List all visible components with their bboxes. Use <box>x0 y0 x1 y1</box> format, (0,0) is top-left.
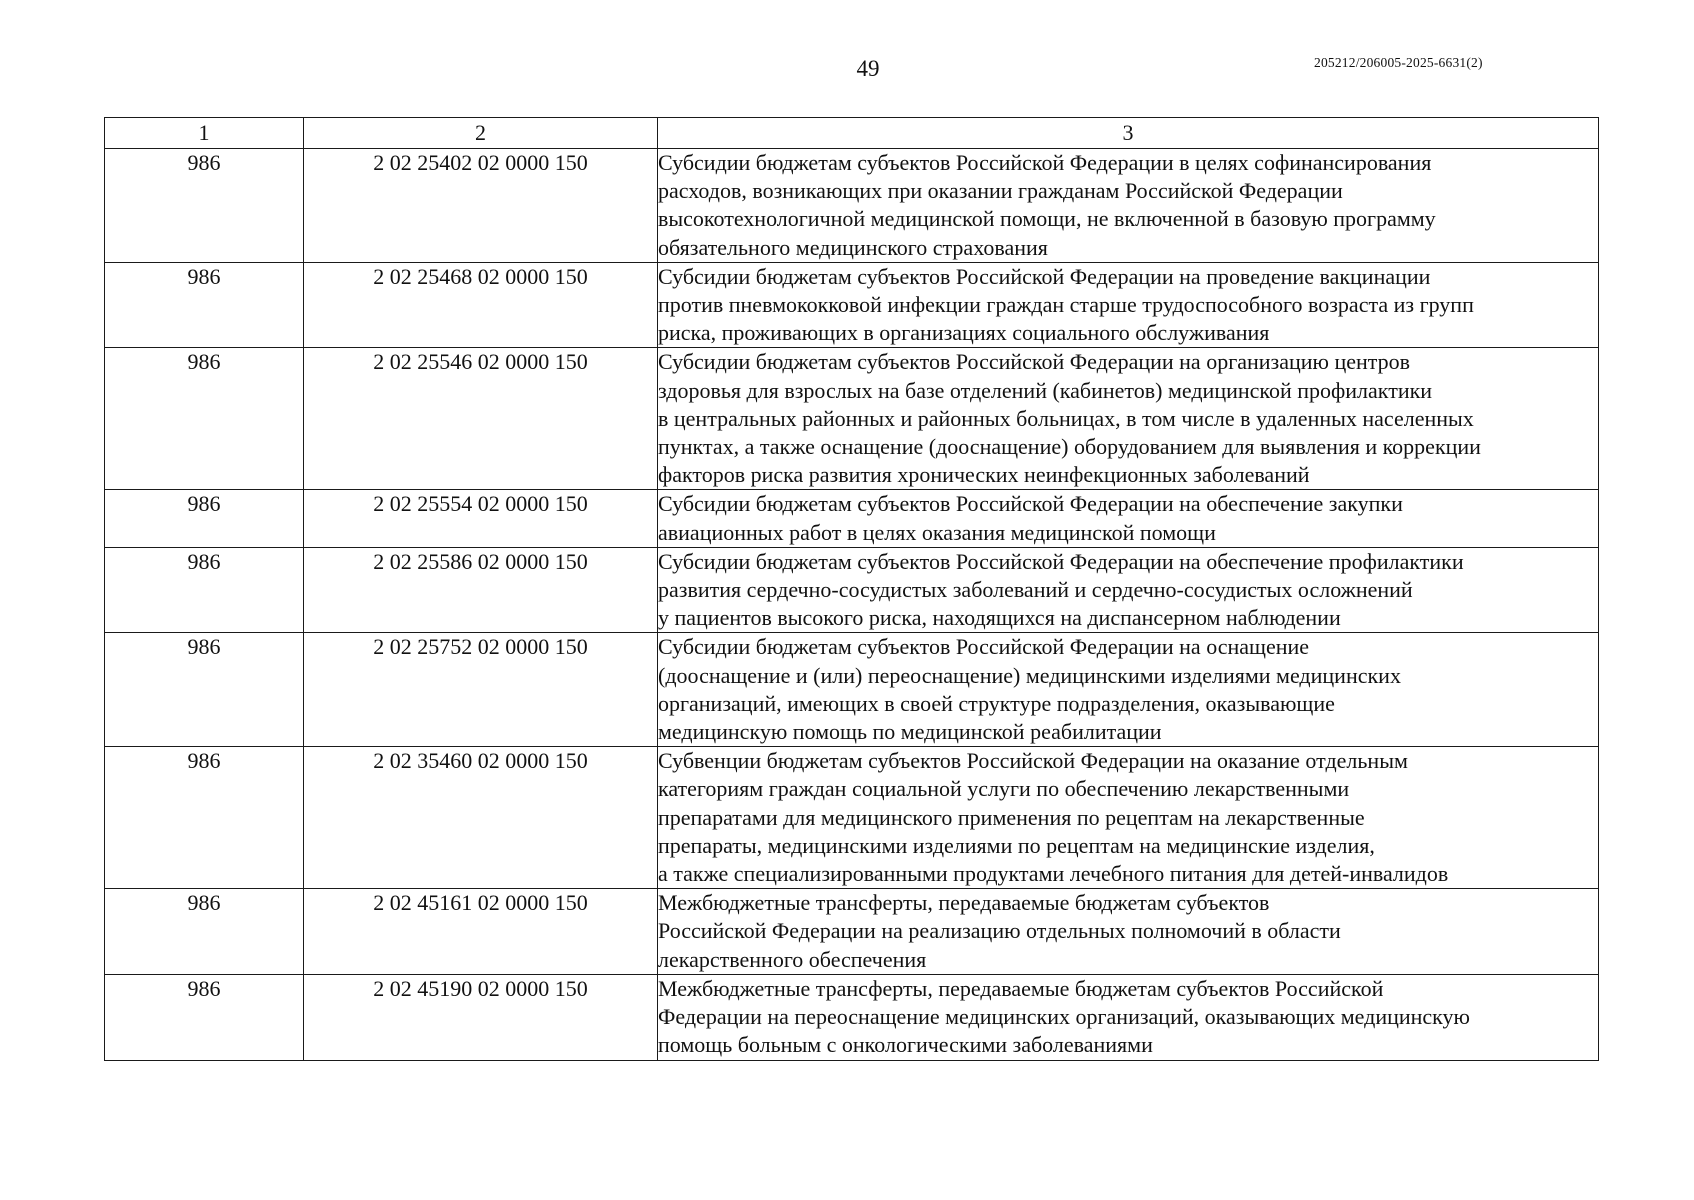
column-header-2: 2 <box>304 118 658 149</box>
table-row <box>105 633 1599 747</box>
description-line: Субсидии бюджетам субъектов Российской Федерации на проведение вакцинации <box>658 263 1431 289</box>
table-row <box>105 747 1599 889</box>
description-line: организаций, имеющих в своей структуре подразделения, оказывающие <box>658 690 1335 716</box>
description-line: препаратами для медицинского применения по рецептам на лекарственные <box>658 804 1365 830</box>
description-line: расходов, возникающих при оказании гражданам Российской Федерации <box>658 178 1343 204</box>
description-line: Субсидии бюджетам субъектов Российской Федерации на организацию центров <box>658 349 1411 375</box>
table-row <box>105 547 1599 633</box>
budget-classification-code-cell: 2 02 25546 02 0000 150 <box>304 348 658 490</box>
admin-code-cell: 986 <box>105 262 304 348</box>
admin-code-cell: 986 <box>105 490 304 547</box>
revenue-description-cell <box>658 974 1599 1060</box>
description-line: у пациентов высокого риска, находящихся на диспансерном наблюдении <box>658 605 1341 631</box>
table-row <box>105 262 1599 348</box>
column-header-3: 3 <box>658 118 1599 149</box>
budget-classification-code-cell: 2 02 25586 02 0000 150 <box>304 547 658 633</box>
description-line: развития сердечно-сосудистых заболеваний и сердечно-сосудистых осложнений <box>658 577 1413 603</box>
column-header-1: 1 <box>105 118 304 149</box>
description-line: пунктах, а также оснащение (дооснащение) оборудованием для выявления и коррекции <box>658 434 1481 460</box>
description-line: высокотехнологичной медицинской помощи, не включенной в базовую программу <box>658 206 1436 232</box>
description-line: Межбюджетные трансферты, передаваемые бюджетам субъектов Российской <box>658 975 1384 1001</box>
description-line: Субсидии бюджетам субъектов Российской Федерации в целях софинансирования <box>658 150 1432 175</box>
budget-classification-code-cell: 2 02 45161 02 0000 150 <box>304 889 658 975</box>
revenue-description-cell <box>658 348 1599 490</box>
table-row <box>105 490 1599 547</box>
description-line: (дооснащение и (или) переоснащение) медицинскими изделиями медицинских <box>658 662 1401 688</box>
budget-classification-code-cell: 2 02 25402 02 0000 150 <box>304 149 658 263</box>
description-line: Межбюджетные трансферты, передаваемые бюджетам субъектов <box>658 890 1270 916</box>
revenue-description-cell <box>658 262 1599 348</box>
description-line: препараты, медицинскими изделиями по рецептам на медицинские изделия, <box>658 832 1375 858</box>
page-number: 49 <box>856 56 880 81</box>
revenue-description-cell <box>658 889 1599 975</box>
description-line: помощь больным с онкологическими заболеваниями <box>658 1032 1153 1058</box>
description-line: в центральных районных и районных больницах, в том числе в удаленных населенных <box>658 405 1474 431</box>
description-line: Субвенции бюджетам субъектов Российской Федерации на оказание отдельным <box>658 748 1408 774</box>
description-line: лекарственного обеспечения <box>658 946 927 972</box>
revenue-description-cell <box>658 547 1599 633</box>
budget-codes-table <box>104 117 1599 1061</box>
revenue-description-cell <box>658 149 1599 263</box>
document-id: 205212/206005-2025-6631(2) <box>1314 55 1483 70</box>
admin-code-cell: 986 <box>105 348 304 490</box>
description-line: Субсидии бюджетам субъектов Российской Федерации на обеспечение закупки <box>658 491 1403 517</box>
description-line: факторов риска развития хронических неинфекционных заболеваний <box>658 462 1310 488</box>
description-line: а также специализированными продуктами лечебного питания для детей-инвалидов <box>658 861 1449 887</box>
description-line: риска, проживающих в организациях социального обслуживания <box>658 320 1270 346</box>
budget-classification-code-cell: 2 02 25554 02 0000 150 <box>304 490 658 547</box>
description-line: медицинскую помощь по медицинской реабилитации <box>658 719 1162 745</box>
description-line: Субсидии бюджетам субъектов Российской Федерации на оснащение <box>658 634 1310 660</box>
admin-code-cell: 986 <box>105 889 304 975</box>
description-line: обязательного медицинского страхования <box>658 234 1048 260</box>
revenue-description-cell <box>658 747 1599 889</box>
table-row <box>105 348 1599 490</box>
budget-classification-code-cell: 2 02 25468 02 0000 150 <box>304 262 658 348</box>
revenue-description-cell <box>658 633 1599 747</box>
table-body <box>105 149 1599 1061</box>
admin-code-cell: 986 <box>105 747 304 889</box>
revenue-description-cell <box>658 490 1599 547</box>
table-header <box>105 118 1599 149</box>
description-line: авиационных работ в целях оказания медицинской помощи <box>658 519 1216 545</box>
budget-classification-code-cell: 2 02 45190 02 0000 150 <box>304 974 658 1060</box>
admin-code-cell: 986 <box>105 547 304 633</box>
budget-classification-code-cell: 2 02 25752 02 0000 150 <box>304 633 658 747</box>
table-row <box>105 974 1599 1060</box>
header-row <box>105 118 1599 149</box>
description-line: Российской Федерации на реализацию отдельных полномочий в области <box>658 918 1341 944</box>
admin-code-cell: 986 <box>105 149 304 263</box>
description-line: Федерации на переоснащение медицинских организаций, оказывающих медицинскую <box>658 1004 1470 1030</box>
description-line: здоровья для взрослых на базе отделений (кабинетов) медицинской профилактики <box>658 377 1433 403</box>
admin-code-cell: 986 <box>105 974 304 1060</box>
description-line: категориям граждан социальной услуги по обеспечению лекарственными <box>658 776 1350 802</box>
description-line: против пневмококковой инфекции граждан старше трудоспособного возраста из групп <box>658 292 1474 318</box>
budget-classification-code-cell: 2 02 35460 02 0000 150 <box>304 747 658 889</box>
description-line: Субсидии бюджетам субъектов Российской Федерации на обеспечение профилактики <box>658 548 1464 574</box>
admin-code-cell: 986 <box>105 633 304 747</box>
table-row <box>105 889 1599 975</box>
table-row <box>105 149 1599 263</box>
